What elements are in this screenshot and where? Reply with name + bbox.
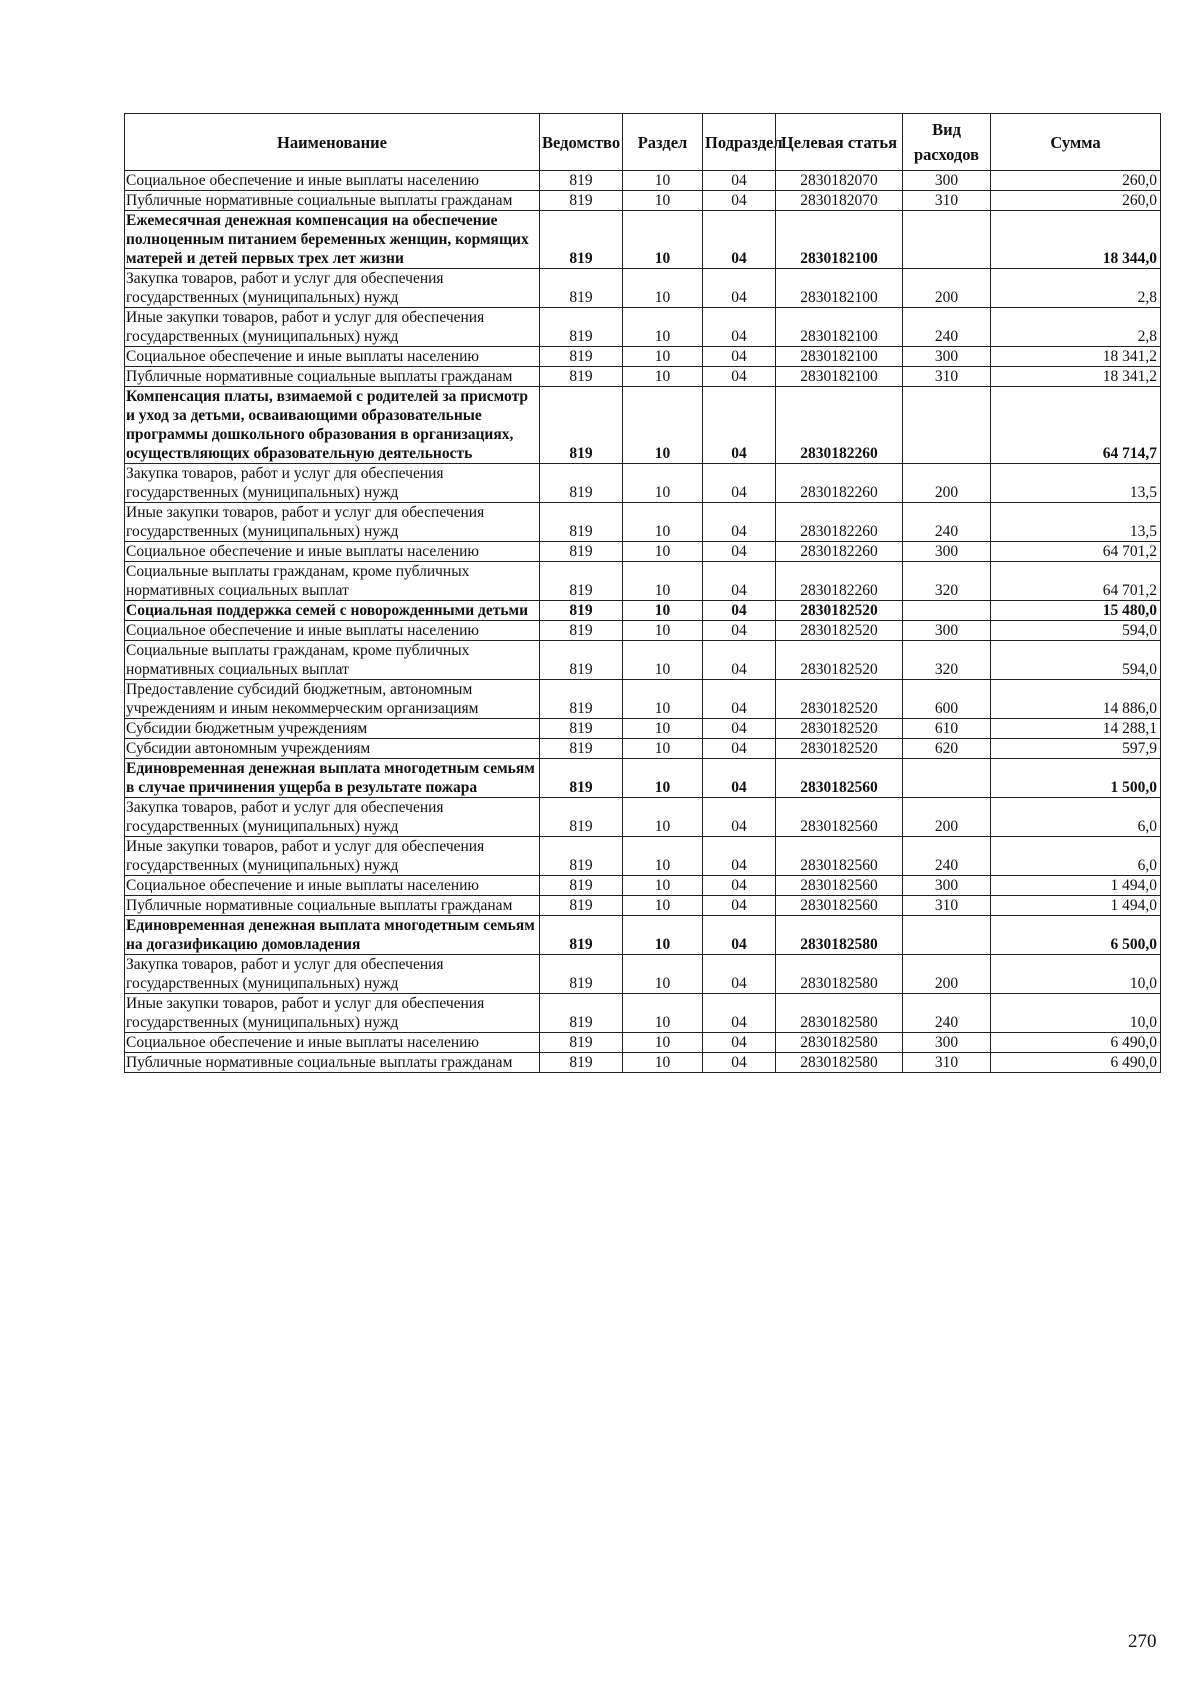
cell-name: Закупка товаров, работ и услуг для обеспечения государственных (муниципальных) нужд [125,269,540,308]
cell-name: Социальное обеспечение и иные выплаты населению [125,171,540,191]
header-target: Целевая статья [776,114,903,171]
cell-dept: 819 [540,542,623,562]
cell-name: Единовременная денежная выплата многодетным семьям на догазификацию домовладения [125,916,540,955]
cell-sum: 64 701,2 [991,562,1161,601]
cell-section: 10 [623,798,703,837]
table-row [125,191,1161,211]
cell-subsection: 04 [703,464,776,503]
cell-name: Иные закупки товаров, работ и услуг для обеспечения государственных (муниципальных) нужд [125,994,540,1033]
cell-name: Публичные нормативные социальные выплаты гражданам [125,367,540,387]
cell-sum: 6 490,0 [991,1033,1161,1053]
cell-target: 2830182560 [776,798,903,837]
cell-target: 2830182520 [776,680,903,719]
cell-target: 2830182580 [776,916,903,955]
cell-sum: 10,0 [991,994,1161,1033]
cell-section: 10 [623,191,703,211]
table-row [125,464,1161,503]
table-row [125,876,1161,896]
cell-sum: 597,9 [991,739,1161,759]
cell-section: 10 [623,916,703,955]
cell-sum: 18 341,2 [991,367,1161,387]
cell-target: 2830182520 [776,601,903,621]
cell-name: Публичные нормативные социальные выплаты гражданам [125,191,540,211]
cell-sum: 2,8 [991,308,1161,347]
cell-subsection: 04 [703,269,776,308]
cell-sum: 18 344,0 [991,211,1161,269]
header-dept: Ведомство [540,114,623,171]
cell-sum: 64 714,7 [991,387,1161,464]
cell-target: 2830182100 [776,347,903,367]
cell-sum: 13,5 [991,503,1161,542]
cell-kind [903,387,991,464]
cell-name: Социальное обеспечение и иные выплаты населению [125,621,540,641]
header-name: Наименование [125,114,540,171]
cell-dept: 819 [540,503,623,542]
cell-subsection: 04 [703,759,776,798]
header-sum: Сумма [991,114,1161,171]
cell-dept: 819 [540,916,623,955]
cell-sum: 6,0 [991,837,1161,876]
cell-target: 2830182560 [776,837,903,876]
cell-name: Социальное обеспечение и иные выплаты населению [125,876,540,896]
cell-section: 10 [623,719,703,739]
cell-sum: 10,0 [991,955,1161,994]
header-subsection: Подраздел [703,114,776,171]
cell-name: Закупка товаров, работ и услуг для обеспечения государственных (муниципальных) нужд [125,464,540,503]
cell-name: Иные закупки товаров, работ и услуг для обеспечения государственных (муниципальных) нужд [125,308,540,347]
cell-dept: 819 [540,171,623,191]
cell-name: Компенсация платы, взимаемой с родителей за присмотр и уход за детьми, осваивающими образовательные программы дошкольного образования в организациях, осуществляющих образовательную деятельность [125,387,540,464]
cell-target: 2830182560 [776,876,903,896]
table-row [125,347,1161,367]
cell-section: 10 [623,621,703,641]
cell-section: 10 [623,896,703,916]
cell-kind: 240 [903,308,991,347]
cell-section: 10 [623,211,703,269]
cell-name: Социальная поддержка семей с новорожденными детьми [125,601,540,621]
cell-name: Социальное обеспечение и иные выплаты населению [125,1033,540,1053]
cell-section: 10 [623,955,703,994]
cell-section: 10 [623,1033,703,1053]
table-row [125,739,1161,759]
cell-kind: 240 [903,503,991,542]
cell-target: 2830182260 [776,542,903,562]
cell-name: Закупка товаров, работ и услуг для обеспечения государственных (муниципальных) нужд [125,798,540,837]
cell-sum: 1 494,0 [991,896,1161,916]
cell-dept: 819 [540,994,623,1033]
table-row [125,641,1161,680]
cell-section: 10 [623,641,703,680]
cell-kind: 300 [903,347,991,367]
cell-dept: 819 [540,759,623,798]
cell-kind [903,759,991,798]
table-header-row [125,114,1161,171]
cell-section: 10 [623,367,703,387]
cell-kind: 620 [903,739,991,759]
cell-target: 2830182260 [776,562,903,601]
cell-subsection: 04 [703,211,776,269]
cell-subsection: 04 [703,739,776,759]
cell-name: Предоставление субсидий бюджетным, автономным учреждениям и иным некоммерческим организациям [125,680,540,719]
cell-dept: 819 [540,367,623,387]
cell-section: 10 [623,171,703,191]
cell-section: 10 [623,308,703,347]
cell-kind: 310 [903,1053,991,1073]
cell-target: 2830182580 [776,1053,903,1073]
cell-kind: 310 [903,367,991,387]
cell-sum: 260,0 [991,171,1161,191]
cell-section: 10 [623,876,703,896]
table-row [125,916,1161,955]
cell-target: 2830182100 [776,211,903,269]
table-row [125,308,1161,347]
cell-section: 10 [623,562,703,601]
cell-sum: 6 490,0 [991,1053,1161,1073]
cell-name: Субсидии бюджетным учреждениям [125,719,540,739]
table-row [125,680,1161,719]
cell-kind: 300 [903,876,991,896]
table-row [125,171,1161,191]
table-row [125,503,1161,542]
cell-kind: 320 [903,562,991,601]
cell-section: 10 [623,994,703,1033]
cell-target: 2830182560 [776,759,903,798]
table-row [125,542,1161,562]
cell-target: 2830182520 [776,641,903,680]
cell-section: 10 [623,601,703,621]
table-body [125,171,1161,1073]
table-row [125,896,1161,916]
cell-section: 10 [623,347,703,367]
cell-subsection: 04 [703,503,776,542]
cell-dept: 819 [540,387,623,464]
cell-kind: 600 [903,680,991,719]
cell-kind: 300 [903,1033,991,1053]
table-row [125,1033,1161,1053]
cell-subsection: 04 [703,641,776,680]
table-row [125,601,1161,621]
cell-dept: 819 [540,641,623,680]
cell-target: 2830182070 [776,191,903,211]
table-row [125,1053,1161,1073]
cell-sum: 18 341,2 [991,347,1161,367]
cell-subsection: 04 [703,191,776,211]
cell-name: Иные закупки товаров, работ и услуг для обеспечения государственных (муниципальных) нужд [125,503,540,542]
cell-dept: 819 [540,680,623,719]
table-row [125,719,1161,739]
cell-dept: 819 [540,798,623,837]
cell-kind: 300 [903,542,991,562]
cell-subsection: 04 [703,347,776,367]
cell-dept: 819 [540,1053,623,1073]
cell-name: Субсидии автономным учреждениям [125,739,540,759]
page-number: 270 [1128,1631,1157,1652]
budget-table [124,113,1161,1073]
table-row [125,837,1161,876]
cell-sum: 64 701,2 [991,542,1161,562]
cell-dept: 819 [540,1033,623,1053]
cell-section: 10 [623,680,703,719]
cell-sum: 594,0 [991,641,1161,680]
cell-sum: 6 500,0 [991,916,1161,955]
cell-kind: 310 [903,191,991,211]
cell-dept: 819 [540,739,623,759]
cell-dept: 819 [540,621,623,641]
cell-sum: 260,0 [991,191,1161,211]
cell-target: 2830182100 [776,367,903,387]
cell-dept: 819 [540,896,623,916]
cell-kind: 200 [903,269,991,308]
cell-subsection: 04 [703,876,776,896]
cell-dept: 819 [540,601,623,621]
cell-dept: 819 [540,347,623,367]
cell-target: 2830182580 [776,955,903,994]
cell-kind: 300 [903,621,991,641]
cell-sum: 594,0 [991,621,1161,641]
cell-target: 2830182520 [776,621,903,641]
table-row [125,367,1161,387]
cell-section: 10 [623,269,703,308]
cell-sum: 6,0 [991,798,1161,837]
cell-target: 2830182260 [776,464,903,503]
cell-kind: 240 [903,837,991,876]
cell-dept: 819 [540,464,623,503]
cell-kind: 610 [903,719,991,739]
cell-target: 2830182070 [776,171,903,191]
cell-subsection: 04 [703,562,776,601]
cell-sum: 1 500,0 [991,759,1161,798]
cell-kind: 300 [903,171,991,191]
cell-target: 2830182560 [776,896,903,916]
table-row [125,759,1161,798]
cell-subsection: 04 [703,308,776,347]
cell-kind: 320 [903,641,991,680]
cell-sum: 15 480,0 [991,601,1161,621]
cell-kind: 240 [903,994,991,1033]
cell-subsection: 04 [703,955,776,994]
cell-kind [903,916,991,955]
cell-kind: 310 [903,896,991,916]
cell-dept: 819 [540,191,623,211]
cell-target: 2830182100 [776,308,903,347]
header-section: Раздел [623,114,703,171]
cell-dept: 819 [540,955,623,994]
table-row [125,269,1161,308]
cell-subsection: 04 [703,994,776,1033]
cell-subsection: 04 [703,1053,776,1073]
cell-sum: 1 494,0 [991,876,1161,896]
cell-kind: 200 [903,464,991,503]
cell-name: Закупка товаров, работ и услуг для обеспечения государственных (муниципальных) нужд [125,955,540,994]
cell-subsection: 04 [703,916,776,955]
cell-name: Социальные выплаты гражданам, кроме публичных нормативных социальных выплат [125,562,540,601]
table-row [125,798,1161,837]
cell-section: 10 [623,503,703,542]
cell-name: Социальные выплаты гражданам, кроме публичных нормативных социальных выплат [125,641,540,680]
table-row [125,562,1161,601]
cell-subsection: 04 [703,387,776,464]
cell-subsection: 04 [703,621,776,641]
cell-name: Публичные нормативные социальные выплаты гражданам [125,896,540,916]
header-kind: Вид расходов [903,114,991,171]
cell-sum: 13,5 [991,464,1161,503]
cell-subsection: 04 [703,798,776,837]
cell-subsection: 04 [703,171,776,191]
cell-section: 10 [623,759,703,798]
cell-sum: 14 288,1 [991,719,1161,739]
cell-target: 2830182260 [776,503,903,542]
cell-dept: 819 [540,562,623,601]
cell-subsection: 04 [703,1033,776,1053]
cell-subsection: 04 [703,896,776,916]
cell-section: 10 [623,837,703,876]
cell-sum: 2,8 [991,269,1161,308]
cell-section: 10 [623,464,703,503]
cell-target: 2830182100 [776,269,903,308]
table-row [125,211,1161,269]
table-row [125,955,1161,994]
cell-kind: 200 [903,955,991,994]
cell-target: 2830182580 [776,1033,903,1053]
cell-name: Публичные нормативные социальные выплаты гражданам [125,1053,540,1073]
cell-dept: 819 [540,837,623,876]
cell-dept: 819 [540,211,623,269]
cell-kind [903,601,991,621]
table-row [125,621,1161,641]
cell-subsection: 04 [703,601,776,621]
cell-target: 2830182520 [776,719,903,739]
cell-name: Социальное обеспечение и иные выплаты населению [125,542,540,562]
cell-section: 10 [623,387,703,464]
cell-dept: 819 [540,876,623,896]
cell-kind [903,211,991,269]
cell-name: Единовременная денежная выплата многодетным семьям в случае причинения ущерба в результате пожара [125,759,540,798]
cell-kind: 200 [903,798,991,837]
cell-name: Социальное обеспечение и иные выплаты населению [125,347,540,367]
cell-dept: 819 [540,308,623,347]
table-row [125,387,1161,464]
cell-sum: 14 886,0 [991,680,1161,719]
cell-dept: 819 [540,269,623,308]
cell-target: 2830182520 [776,739,903,759]
cell-section: 10 [623,1053,703,1073]
table-row [125,994,1161,1033]
cell-subsection: 04 [703,542,776,562]
cell-subsection: 04 [703,837,776,876]
cell-target: 2830182580 [776,994,903,1033]
cell-subsection: 04 [703,719,776,739]
cell-target: 2830182260 [776,387,903,464]
cell-subsection: 04 [703,367,776,387]
cell-dept: 819 [540,719,623,739]
cell-name: Ежемесячная денежная компенсация на обеспечение полноценным питанием беременных женщин, кормящих матерей и детей первых трех лет жизни [125,211,540,269]
cell-section: 10 [623,542,703,562]
cell-section: 10 [623,739,703,759]
cell-name: Иные закупки товаров, работ и услуг для обеспечения государственных (муниципальных) нужд [125,837,540,876]
cell-subsection: 04 [703,680,776,719]
